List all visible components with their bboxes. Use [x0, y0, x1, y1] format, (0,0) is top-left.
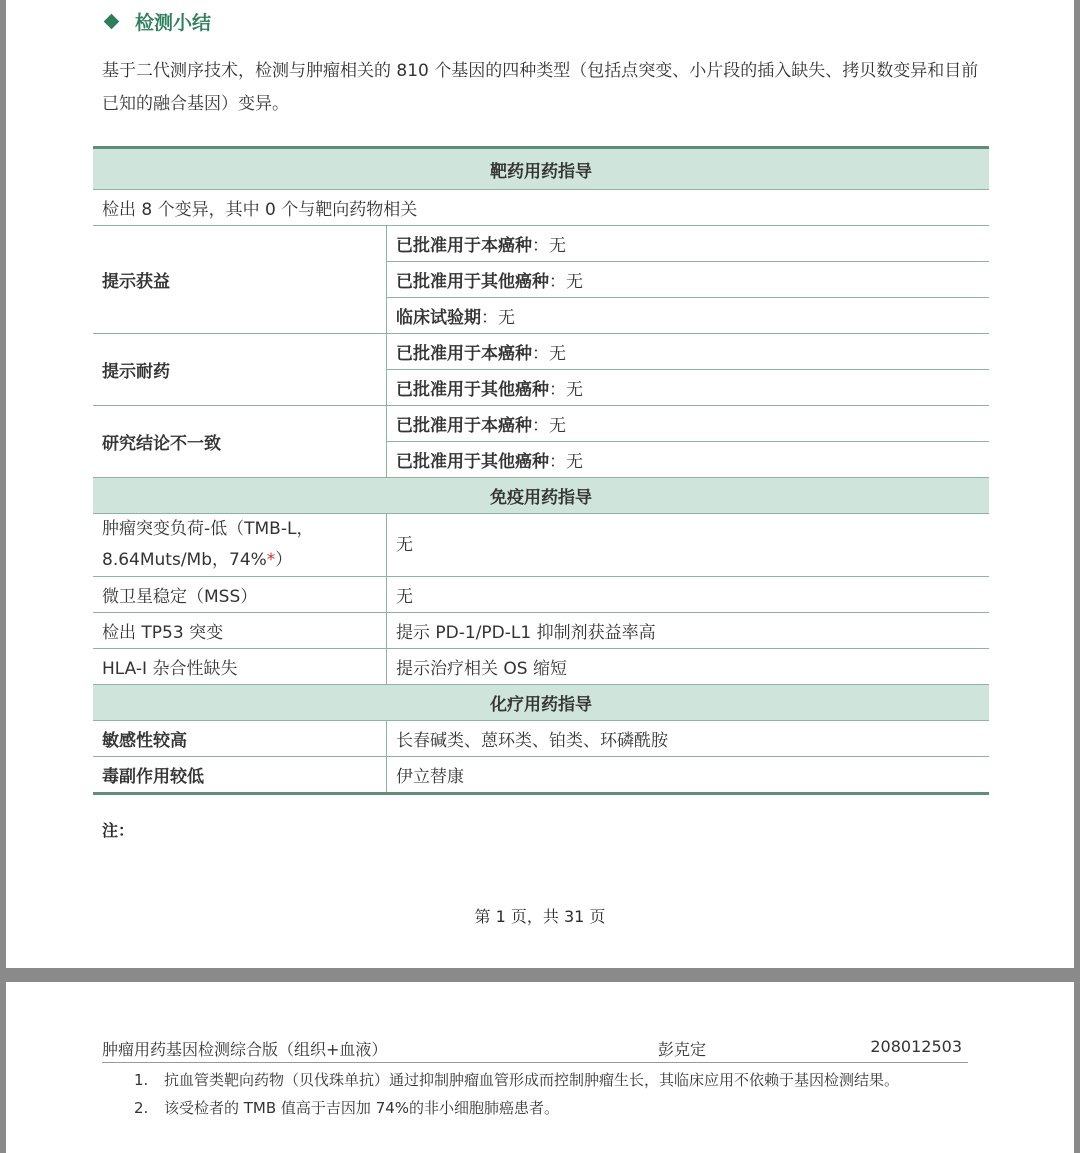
- report-id: 208012503: [870, 1037, 962, 1056]
- table-row: [93, 613, 989, 649]
- tp53-label: 检出 TP53 突变: [93, 613, 387, 649]
- patient-name: 彭克定: [658, 1040, 707, 1059]
- chemo-sensitive-label: 敏感性较高: [93, 721, 387, 757]
- table-row: [93, 721, 989, 757]
- report-page-2: [6, 982, 1074, 1153]
- item-label: 已批准用于其他癌种: [396, 452, 549, 472]
- tmb-value: 无: [387, 514, 990, 577]
- chemo-low-toxicity-label: 毒副作用较低: [93, 757, 387, 794]
- targeted-header: 靶药用药指导: [93, 148, 989, 190]
- report-title: 肿瘤用药基因检测综合版（组织+血液）: [102, 1040, 388, 1059]
- group-item: [387, 442, 990, 478]
- table-row: [93, 406, 989, 442]
- item-value: 无: [566, 452, 583, 472]
- mss-label: 微卫星稳定（MSS）: [93, 577, 387, 613]
- chemo-header-row: [93, 685, 989, 721]
- item-separator: ：: [532, 344, 549, 364]
- table-row: [93, 577, 989, 613]
- group-label-benefit: 提示获益: [93, 226, 387, 334]
- group-item: [387, 406, 990, 442]
- group-item: [387, 298, 990, 334]
- footnote-number: 1.: [134, 1071, 149, 1089]
- table-row: [93, 514, 989, 577]
- item-value: 无: [498, 308, 515, 328]
- item-label: 已批准用于其他癌种: [396, 380, 549, 400]
- note-label: 注：: [102, 821, 135, 840]
- item-separator: ：: [481, 308, 498, 328]
- summary-table: [93, 146, 989, 795]
- mss-value: 无: [387, 577, 990, 613]
- item-value: 无: [549, 236, 566, 256]
- item-value: 无: [549, 416, 566, 436]
- group-item: [387, 262, 990, 298]
- hla-label: HLA-I 杂合性缺失: [93, 649, 387, 685]
- item-separator: ：: [532, 236, 549, 256]
- item-label: 已批准用于本癌种: [396, 236, 532, 256]
- targeted-header-row: [93, 148, 989, 190]
- tmb-line1: 肿瘤突变负荷-低（TMB-L，: [102, 519, 314, 539]
- item-label: 已批准用于其他癌种: [396, 272, 549, 292]
- targeted-summary: 检出 8 个变异，其中 0 个与靶向药物相关: [93, 190, 989, 226]
- group-item: [387, 226, 990, 262]
- item-separator: ：: [549, 380, 566, 400]
- table-row: [93, 334, 989, 370]
- immune-header: 免疫用药指导: [93, 478, 989, 514]
- group-item: [387, 370, 990, 406]
- footnote-star: *: [266, 550, 276, 570]
- tmb-label: [93, 514, 387, 577]
- item-label: 已批准用于本癌种: [396, 344, 532, 364]
- page-header: [102, 1034, 968, 1063]
- footnote-item: [134, 1066, 899, 1094]
- item-separator: ：: [549, 272, 566, 292]
- tp53-value: 提示 PD-1/PD-L1 抑制剂获益率高: [387, 613, 990, 649]
- group-label-resistance: 提示耐药: [93, 334, 387, 406]
- footnote-number: 2.: [134, 1099, 149, 1117]
- section-title: 检测小结: [135, 12, 212, 34]
- item-value: 无: [566, 272, 583, 292]
- diamond-bullet-icon: [104, 14, 120, 30]
- item-label: 临床试验期: [396, 308, 481, 328]
- footnote-text: 抗血管类靶向药物（贝伐珠单抗）通过抑制肿瘤血管形成而控制肿瘤生长，其临床应用不依赖于基因检测结果。: [164, 1071, 900, 1089]
- targeted-summary-row: [93, 190, 989, 226]
- immune-header-row: [93, 478, 989, 514]
- tmb-line2: 8.64Muts/Mb，74%: [102, 550, 267, 570]
- item-label: 已批准用于本癌种: [396, 416, 532, 436]
- item-separator: ：: [532, 416, 549, 436]
- chemo-sensitive-value: 长春碱类、蒽环类、铂类、环磷酰胺: [387, 721, 990, 757]
- footnote-item: [134, 1094, 899, 1122]
- tmb-line-end: ）: [275, 550, 293, 570]
- report-page-1: [6, 0, 1074, 968]
- item-value: 无: [566, 380, 583, 400]
- footnote-text: 该受检者的 TMB 值高于吉因加 74%的非小细胞肺癌患者。: [164, 1099, 560, 1117]
- group-label-inconsistent: 研究结论不一致: [93, 406, 387, 478]
- table-row: [93, 226, 989, 262]
- table-row: [93, 757, 989, 794]
- table-row: [93, 649, 989, 685]
- section-header: [106, 8, 211, 35]
- footnotes: [134, 1066, 899, 1122]
- page-number: 第 1 页，共 31 页: [474, 907, 606, 926]
- item-value: 无: [549, 344, 566, 364]
- item-separator: ：: [549, 452, 566, 472]
- group-item: [387, 334, 990, 370]
- intro-paragraph: 基于二代测序技术，检测与肿瘤相关的 810 个基因的四种类型（包括点突变、小片段的插入缺失、拷贝数变异和目前已知的融合基因）变异。: [102, 61, 979, 114]
- hla-value: 提示治疗相关 OS 缩短: [387, 649, 990, 685]
- chemo-low-toxicity-value: 伊立替康: [387, 757, 990, 794]
- chemo-header: 化疗用药指导: [93, 685, 989, 721]
